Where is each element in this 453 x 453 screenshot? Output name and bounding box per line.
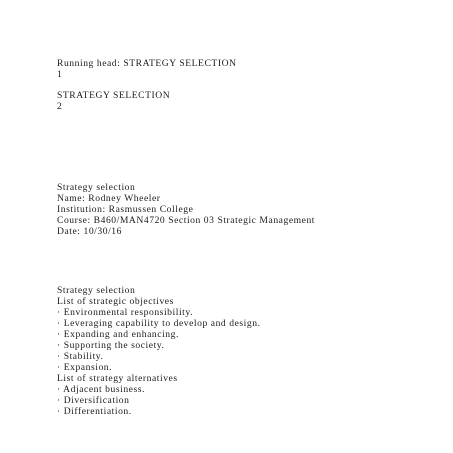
date: Date: 10/30/16 bbox=[57, 226, 122, 237]
list-item: · Diversification bbox=[57, 395, 130, 406]
objectives-heading: List of strategic objectives bbox=[57, 296, 174, 307]
list-item: · Expanding and enhancing. bbox=[57, 329, 179, 340]
list-item: · Environmental responsibility. bbox=[57, 307, 194, 318]
list-item: · Expansion. bbox=[57, 362, 113, 373]
author-name: Name: Rodney Wheeler bbox=[57, 193, 161, 204]
alternatives-heading: List of strategy alternatives bbox=[57, 373, 178, 384]
list-item: · Supporting the society. bbox=[57, 340, 165, 351]
institution: Institution: Rasmussen College bbox=[57, 204, 194, 215]
title-head: STRATEGY SELECTION bbox=[57, 90, 171, 101]
course: Course: B460/MAN4720 Section 03 Strategic Management bbox=[57, 215, 316, 226]
running-head: Running head: STRATEGY SELECTION bbox=[57, 58, 237, 69]
list-item: · Adjacent business. bbox=[57, 384, 146, 395]
page-number: 2 bbox=[57, 101, 63, 112]
list-item: · Leveraging capability to develop and design. bbox=[57, 318, 261, 329]
document-page bbox=[57, 0, 447, 453]
title-page-title: Strategy selection bbox=[57, 182, 136, 193]
page-number: 1 bbox=[57, 69, 63, 80]
list-item: · Differentiation. bbox=[57, 406, 132, 417]
list-item: · Stability. bbox=[57, 351, 104, 362]
body-title: Strategy selection bbox=[57, 285, 136, 296]
